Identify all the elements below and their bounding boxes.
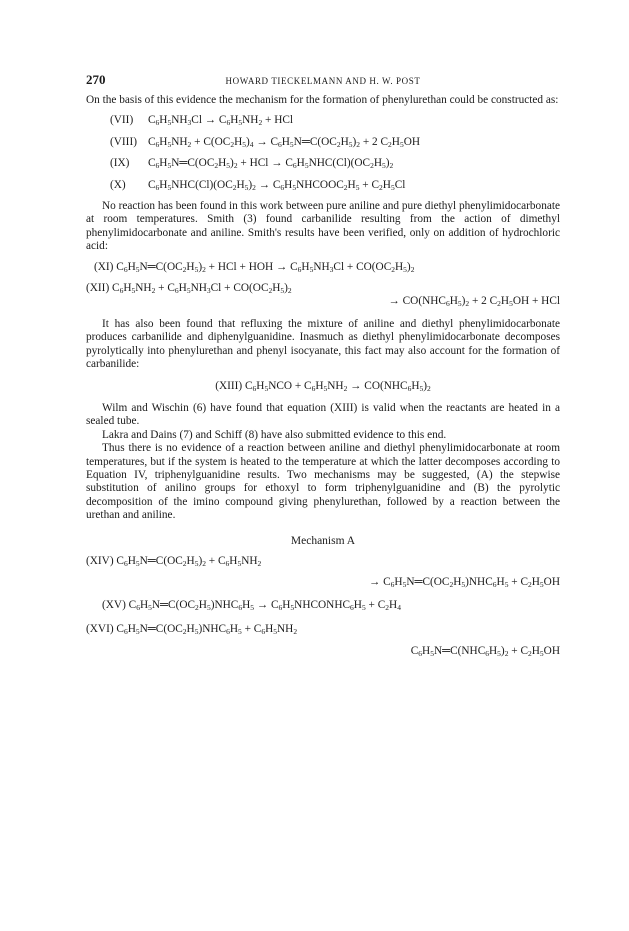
equation-ix: (IX) $C_6H_5N═C(OC_2H_5)_2$ + HCl → $C_6H_5NHC(Cl)(OC_2H_5)_2$	[110, 157, 394, 171]
equation-block-vii-x	[110, 114, 560, 192]
paragraph-mechanisms: Thus there is no evidence of a reaction between aniline and diethyl phenylimidocarbonate at room temperatures, but if the system is heated to the temperature at which the latter decomposes according to Equation IV, triphenylguanidine results. Two mechanisms may be suggested, (A) the stepwise substitution of anilino groups for ethoxyl to form triphenylguanidine and (B) the pyrolytic decomposition of the imino compound giving phenylurethan, followed by a reaction between the urethan and aniline.	[86, 442, 560, 522]
mechanism-a-heading: Mechanism A	[290, 534, 356, 547]
equation-xi: (XI) $C_6H_5N═C(OC_2H_5)_2$ + HCl + HOH → $C_6H_5NH_3Cl + CO(OC_2H_5)_2$	[94, 260, 415, 274]
equation-xiii: (XIII) $C_6H_5NCO + C_6H_5NH_2 \to CO(NHC_6H_5)_2$	[215, 379, 431, 393]
paragraph-intro: On the basis of this evidence the mechanism for the formation of phenylurethan could be constructed as:	[86, 94, 559, 106]
equation-xvi: (XVI) $C_6H_5N═C(OC_2H_5)NHC_6H_5 + C_6H_5NH_2$	[86, 622, 298, 636]
equation-block-xi-xii	[94, 261, 560, 274]
equation-x: (X) $C_6H_5NHC(Cl)(OC_2H_5)_2$ → $C_6H_5NHCOOC_2H_5 + C_2H_5Cl$	[110, 178, 406, 192]
equation-viii: (VIII) $C_6H_5NH_2 + C(OC_2H_5)_4$ → $C_6H_5N═C(OC_2H_5)_2 + 2$ $C_2H_5OH$	[110, 135, 421, 149]
page	[86, 72, 560, 659]
paragraph-lakra: Lakra and Dains (7) and Schiff (8) have also submitted evidence to this end.	[102, 428, 447, 441]
page-header	[86, 72, 560, 94]
equation-xii-product: → $CO(NHC_6H_5)_2 + 2$ $C_2H_5OH$ + HCl	[388, 295, 560, 309]
equation-xiv: (XIV) $C_6H_5N═C(OC_2H_5)_2 + C_6H_5NH_2$	[86, 554, 262, 568]
paragraph-smith: No reaction has been found in this work between pure aniline and pure diethyl phenylimidocarbonate at room temperatures. Smith (3) found carbanilide resulting from the action of dimethyl phenylimidocarbonate and aniline. Smith's results have been verified, only on addition of hydrochloric acid:	[86, 200, 561, 253]
equation-xii: (XII) $C_6H_5NH_2 + C_6H_5NH_3Cl + CO(OC_2H_5)_2$	[86, 282, 292, 296]
page-number: 270	[86, 72, 106, 87]
equation-xvi-product: $C_6H_5N═C(NHC_6H_5)_2 + C_2H_5OH$	[410, 645, 560, 659]
running-head: HOWARD TIECKELMANN AND H. W. POST	[225, 76, 421, 86]
paragraph-refluxing: It has also been found that refluxing the mixture of aniline and diethyl phenylimidocarbonate produces carbanilide and diphenylguanidine. Inasmuch as diethyl phenylimidocarbonate decomposes pyrolytically into phenylurethan and phenyl isocyanate, this fact may also account for the formation of carbanilide:	[86, 317, 560, 371]
paragraph-wilm: Wilm and Wischin (6) have found that equation (XIII) is valid when the reactants are heated in a sealed tube.	[86, 401, 560, 428]
equation-xiv-product: → $C_6H_5N═C(OC_2H_5)NHC_6H_5 + C_2H_5OH$	[368, 575, 560, 589]
equation-vii: (VII) $C_6H_5NH_3Cl \to C_6H_5NH_2$ + HCl	[110, 114, 294, 128]
equation-xv: (XV) $C_6H_5N═C(OC_2H_5)NHC_6H_5$ → $C_6H_5NHCONHC_6H_5 + C_2H_4$	[102, 599, 401, 613]
